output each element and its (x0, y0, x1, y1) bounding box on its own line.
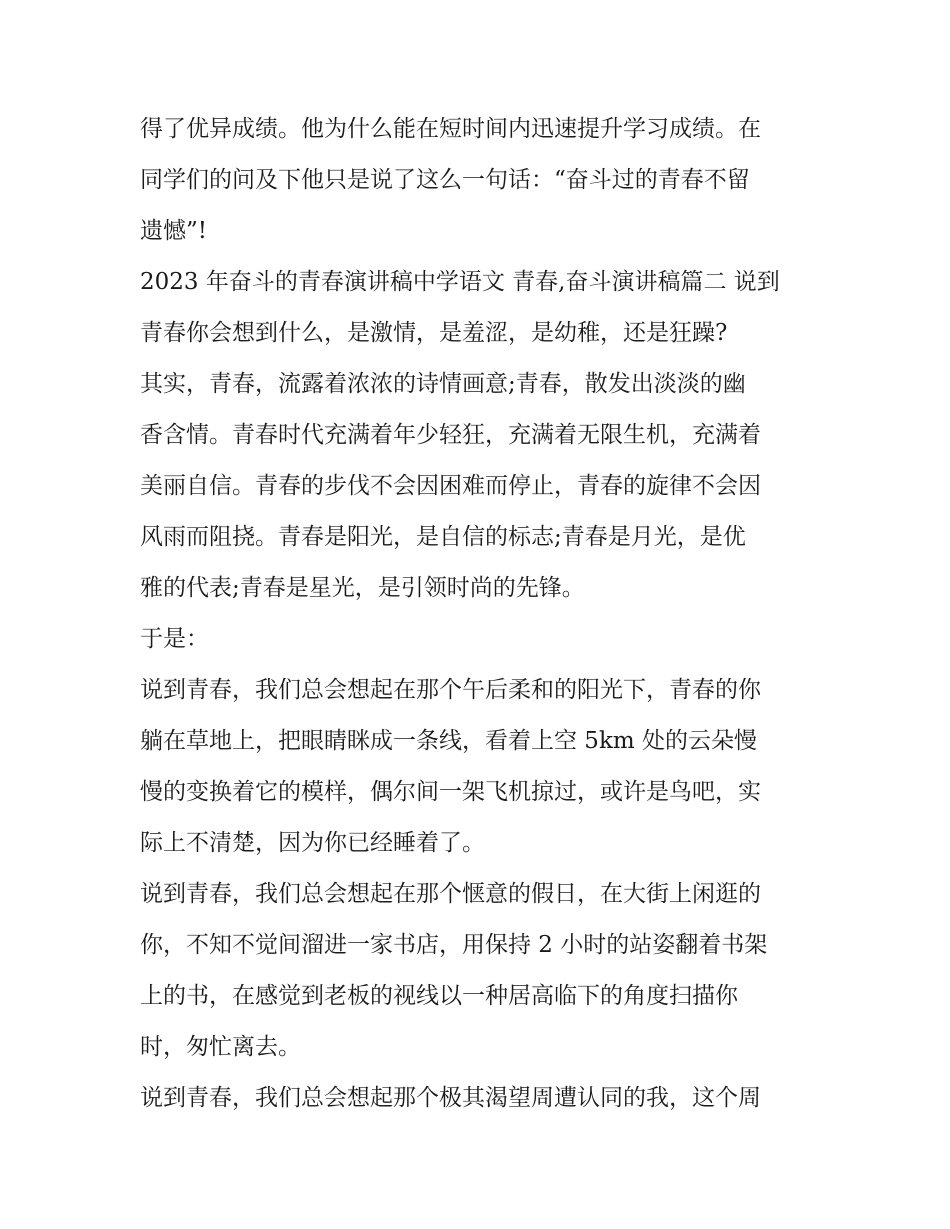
text-line: 躺在草地上，把眼睛眯成一条线，看着上空 5km 处的云朵慢 (140, 728, 758, 754)
text-line: 时，匆忙离去。 (140, 1034, 301, 1060)
text-line: 慢的变换着它的模样，偶尔间一架飞机掠过，或许是鸟吧，实 (140, 779, 761, 805)
text-line: 雅的代表;青春是星光，是引领时尚的先锋。 (140, 575, 585, 601)
text-line: 际上不清楚，因为你已经睡着了。 (140, 830, 485, 856)
text-line: 于是： (140, 626, 209, 652)
text-line: 说到青春，我们总会想起那个极其渴望周遭认同的我，这个周 (140, 1085, 761, 1111)
text-line: 2023 年奋斗的青春演讲稿中学语文 青春,奋斗演讲稿篇二 说到 (140, 269, 780, 295)
paragraph-4 (140, 614, 820, 665)
paragraph-6 (140, 869, 820, 1073)
text-line: 说到青春，我们总会想起在那个惬意的假日，在大街上闲逛的 (140, 881, 761, 907)
text-line: 风雨而阻挠。青春是阳光，是自信的标志;青春是月光，是优 (140, 524, 746, 550)
text-line: 同学们的问及下他只是说了这么一句话：“奋斗过的青春不留 (140, 167, 750, 193)
text-line: 得了优异成绩。他为什么能在短时间内迅速提升学习成绩。在 (140, 116, 761, 142)
paragraph-7 (140, 1073, 820, 1124)
document-body (140, 104, 820, 1124)
paragraph-1 (140, 104, 820, 257)
paragraph-2 (140, 257, 820, 359)
text-line: 你，不知不觉间溜进一家书店，用保持 2 小时的站姿翻着书架 (140, 932, 768, 958)
text-line: 其实，青春，流露着浓浓的诗情画意;青春，散发出淡淡的幽 (140, 371, 746, 397)
text-line: 香含情。青春时代充满着年少轻狂，充满着无限生机，充满着 (140, 422, 761, 448)
text-line: 青春你会想到什么，是激情，是羞涩，是幼稚，还是狂躁? (140, 320, 728, 346)
text-line: 美丽自信。青春的步伐不会因困难而停止，青春的旋律不会因 (140, 473, 761, 499)
paragraph-5 (140, 665, 820, 869)
paragraph-3 (140, 359, 820, 614)
text-line: 说到青春，我们总会想起在那个午后柔和的阳光下，青春的你 (140, 677, 761, 703)
text-line: 上的书，在感觉到老板的视线以一种居高临下的角度扫描你 (140, 983, 738, 1009)
text-line: 遗憾”! (140, 218, 208, 244)
